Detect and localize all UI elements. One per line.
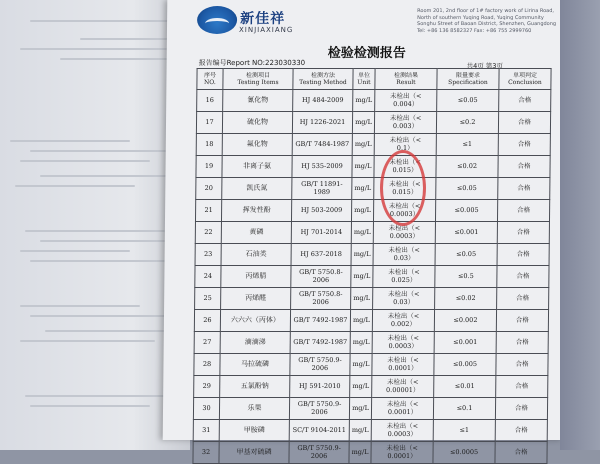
cell-conclusion: 合格 bbox=[496, 310, 548, 332]
header-conclusion: 单项判定 Conclusion bbox=[499, 69, 551, 90]
cell-unit: mg/L bbox=[349, 398, 371, 420]
cell-spec: ≤0.02 bbox=[436, 156, 498, 178]
cell-no: 19 bbox=[196, 156, 222, 178]
cell-no: 26 bbox=[194, 310, 220, 332]
back-page-text-line bbox=[30, 150, 170, 152]
cell-result: 未检出（< 0.0003） bbox=[372, 332, 434, 354]
cell-method: GB/T 7492-1987 bbox=[290, 310, 350, 332]
cell-unit: mg/L bbox=[352, 156, 374, 178]
page-info: 共4页 第3页 bbox=[466, 62, 503, 70]
cell-conclusion: 合格 bbox=[498, 156, 550, 178]
back-page-text-line bbox=[15, 185, 135, 187]
cell-conclusion: 合格 bbox=[497, 266, 549, 288]
cell-item: 氟化物 bbox=[222, 134, 292, 156]
cell-result: 未检出（< 0.03） bbox=[373, 244, 435, 266]
cell-item: 五氯酚钠 bbox=[220, 376, 290, 398]
cell-result: 未检出（< 0.0001） bbox=[371, 442, 433, 464]
cell-method: GB/T 5750.9- 2006 bbox=[290, 354, 350, 376]
table-row bbox=[196, 156, 550, 178]
cell-no: 20 bbox=[196, 178, 222, 200]
cell-method: HJ 503-2009 bbox=[291, 200, 351, 222]
table-row bbox=[195, 244, 549, 266]
cell-spec: ≤0.005 bbox=[435, 200, 497, 222]
cell-result: 未检出（< 0.015） bbox=[374, 178, 436, 200]
cell-no: 16 bbox=[197, 90, 223, 112]
back-page-text-line bbox=[30, 20, 170, 22]
cell-result: 未检出（< 0.0003） bbox=[373, 222, 435, 244]
cell-spec: ≤0.5 bbox=[435, 266, 497, 288]
back-page-text-line bbox=[30, 260, 175, 262]
cell-spec: ≤0.2 bbox=[436, 112, 498, 134]
cell-spec: ≤0.05 bbox=[435, 244, 497, 266]
cell-item: 滴滴涕 bbox=[220, 332, 290, 354]
cell-unit: mg/L bbox=[352, 134, 374, 156]
cell-spec: ≤0.005 bbox=[434, 354, 496, 376]
cell-item: 六六六（丙体） bbox=[220, 310, 290, 332]
cell-item: 凯氏氮 bbox=[222, 178, 292, 200]
cell-method: GB/T 5750.8- 2006 bbox=[291, 288, 351, 310]
cell-no: 24 bbox=[195, 266, 221, 288]
back-page-text-line bbox=[30, 315, 170, 317]
back-page-text-line bbox=[45, 330, 170, 332]
company-logo-icon bbox=[197, 6, 237, 34]
cell-result: 未检出（< 0.0001） bbox=[371, 398, 433, 420]
header-testing-items: 检测项目 Testing Items bbox=[223, 69, 293, 90]
cell-result: 未检出（< 0.025） bbox=[373, 266, 435, 288]
cell-result: 未检出（< 0.00001） bbox=[372, 376, 434, 398]
back-page-text-line bbox=[20, 340, 155, 342]
table-row bbox=[194, 332, 548, 354]
header-testing-method: 检测方法 Testing Method bbox=[293, 69, 353, 90]
cell-unit: mg/L bbox=[350, 310, 372, 332]
cell-no: 30 bbox=[193, 398, 219, 420]
back-page-text-line bbox=[20, 48, 170, 50]
cell-no: 28 bbox=[194, 354, 220, 376]
cell-method: GB/T 11891- 1989 bbox=[292, 178, 352, 200]
table-row bbox=[195, 266, 549, 288]
cell-conclusion: 合格 bbox=[496, 376, 548, 398]
cell-item: 黄磷 bbox=[221, 222, 291, 244]
cell-method: GB/T 5750.9- 2006 bbox=[289, 398, 349, 420]
table-row bbox=[195, 222, 549, 244]
cell-item: 丙烯腈 bbox=[221, 266, 291, 288]
cell-unit: mg/L bbox=[349, 420, 371, 442]
table-header-row bbox=[197, 69, 551, 90]
header-result: 检测结果 Result bbox=[375, 69, 437, 90]
cell-conclusion: 合格 bbox=[498, 178, 550, 200]
cell-result: 未检出（< 0.0003） bbox=[371, 420, 433, 442]
cell-unit: mg/L bbox=[350, 376, 372, 398]
cell-unit: mg/L bbox=[353, 90, 375, 112]
cell-result: 未检出（< 0.0003） bbox=[373, 200, 435, 222]
back-page-text-line bbox=[20, 250, 130, 252]
results-table bbox=[192, 68, 551, 464]
table-row bbox=[193, 442, 547, 464]
cell-conclusion: 合格 bbox=[497, 200, 549, 222]
cell-unit: mg/L bbox=[351, 200, 373, 222]
table-row bbox=[194, 376, 548, 398]
header-unit: 单位 Unit bbox=[353, 69, 375, 90]
brand-name-en: XINJIAXIANG bbox=[238, 26, 294, 34]
cell-unit: mg/L bbox=[352, 112, 374, 134]
header-no: 序号 NO. bbox=[197, 69, 223, 90]
cell-method: SC/T 9104-2011 bbox=[289, 420, 349, 442]
cell-result: 未检出（< 0.0001） bbox=[372, 354, 434, 376]
report-page bbox=[163, 0, 568, 460]
table-row bbox=[195, 200, 549, 222]
table-row bbox=[194, 310, 548, 332]
cell-conclusion: 合格 bbox=[497, 244, 549, 266]
cell-unit: mg/L bbox=[350, 354, 372, 376]
cell-result: 未检出（< 0.004） bbox=[375, 90, 437, 112]
cell-no: 21 bbox=[195, 200, 221, 222]
cell-spec: ≤0.01 bbox=[434, 376, 496, 398]
cell-conclusion: 合格 bbox=[497, 222, 549, 244]
cell-item: 乐果 bbox=[219, 398, 289, 420]
cell-no: 17 bbox=[196, 112, 222, 134]
table-body bbox=[193, 90, 551, 464]
cell-method: GB/T 5750.9- 2006 bbox=[289, 442, 349, 464]
cell-no: 31 bbox=[193, 420, 219, 442]
table-row bbox=[193, 420, 547, 442]
cell-item: 马拉硫磷 bbox=[220, 354, 290, 376]
cell-conclusion: 合格 bbox=[497, 288, 549, 310]
cell-spec: ≤0.001 bbox=[434, 332, 496, 354]
cell-result: 未检出（< 0.003） bbox=[374, 112, 436, 134]
cell-item: 挥发性酚 bbox=[221, 200, 291, 222]
table-row bbox=[194, 354, 548, 376]
cell-item: 硫化物 bbox=[222, 112, 292, 134]
report-title: 检验检测报告 bbox=[327, 46, 406, 61]
cell-no: 18 bbox=[196, 134, 222, 156]
table-row bbox=[196, 178, 550, 200]
cell-item: 甲基对硫磷 bbox=[219, 442, 289, 464]
previous-page-underlay bbox=[0, 0, 190, 450]
cell-spec: ≤0.002 bbox=[434, 310, 496, 332]
header-specification: 限量要求 Specification bbox=[437, 69, 499, 90]
table-row bbox=[196, 112, 550, 134]
cell-no: 29 bbox=[194, 376, 220, 398]
table-row bbox=[197, 90, 551, 112]
address-line: North of southern Yuqing Road, Yuqing Community bbox=[417, 14, 544, 21]
cell-item: 非离子氨 bbox=[222, 156, 292, 178]
cell-conclusion: 合格 bbox=[495, 398, 547, 420]
cell-result: 未检出（< 0.015） bbox=[374, 156, 436, 178]
table-row bbox=[195, 288, 549, 310]
cell-spec: ≤0.001 bbox=[435, 222, 497, 244]
cell-unit: mg/L bbox=[351, 222, 373, 244]
cell-method: HJ 591-2010 bbox=[290, 376, 350, 398]
cell-item: 丙烯醛 bbox=[221, 288, 291, 310]
address-line: Songhu Street of Baoan District, Shenzhen, Guangdong bbox=[417, 21, 557, 27]
cell-conclusion: 合格 bbox=[499, 90, 551, 112]
cell-unit: mg/L bbox=[350, 332, 372, 354]
report-number: 报告编号Report NO:223030330 bbox=[198, 59, 306, 67]
cell-item: 石油类 bbox=[221, 244, 291, 266]
cell-conclusion: 合格 bbox=[495, 420, 547, 442]
cell-method: GB/T 5750.8- 2006 bbox=[291, 266, 351, 288]
cell-unit: mg/L bbox=[351, 288, 373, 310]
cell-unit: mg/L bbox=[352, 178, 374, 200]
back-page-text-line bbox=[40, 240, 170, 242]
background-edge bbox=[560, 0, 600, 450]
company-address bbox=[417, 8, 557, 34]
cell-spec: ≤0.02 bbox=[435, 288, 497, 310]
table-row bbox=[193, 398, 547, 420]
address-line: Tel: +86 136 8582327 Fax: +86 755 2999760 bbox=[416, 27, 532, 34]
red-seal-stamp bbox=[380, 150, 426, 226]
cell-spec: ≤0.0005 bbox=[433, 442, 495, 464]
cell-no: 22 bbox=[195, 222, 221, 244]
cell-spec: ≤0.1 bbox=[433, 398, 495, 420]
cell-no: 27 bbox=[194, 332, 220, 354]
cell-conclusion: 合格 bbox=[495, 442, 547, 464]
cell-method: GB/T 7484-1987 bbox=[292, 134, 352, 156]
back-page-text-line bbox=[60, 58, 180, 60]
cell-spec: ≤1 bbox=[433, 420, 495, 442]
back-page-text-line bbox=[20, 160, 150, 162]
cell-method: HJ 637-2018 bbox=[291, 244, 351, 266]
cell-item: 甲胺磷 bbox=[219, 420, 289, 442]
back-page-text-line bbox=[25, 395, 165, 397]
cell-spec: ≤0.05 bbox=[436, 178, 498, 200]
cell-unit: mg/L bbox=[351, 266, 373, 288]
cell-method: HJ 701-2014 bbox=[291, 222, 351, 244]
cell-conclusion: 合格 bbox=[496, 354, 548, 376]
cell-no: 23 bbox=[195, 244, 221, 266]
cell-method: HJ 535-2009 bbox=[292, 156, 352, 178]
back-page-text-line bbox=[20, 305, 140, 307]
back-page-text-line bbox=[25, 230, 165, 232]
cell-no: 25 bbox=[195, 288, 221, 310]
cell-no: 32 bbox=[193, 442, 219, 464]
cell-conclusion: 合格 bbox=[498, 112, 550, 134]
cell-result: 未检出（< 0.03） bbox=[373, 288, 435, 310]
cell-unit: mg/L bbox=[349, 442, 371, 464]
cell-spec: ≤0.05 bbox=[437, 90, 499, 112]
back-page-text-line bbox=[30, 405, 150, 407]
back-page-text-line bbox=[10, 140, 130, 142]
table-row bbox=[196, 134, 550, 156]
cell-item: 氰化物 bbox=[223, 90, 293, 112]
cell-unit: mg/L bbox=[351, 244, 373, 266]
cell-method: GB/T 7492-1987 bbox=[290, 332, 350, 354]
cell-conclusion: 合格 bbox=[498, 134, 550, 156]
cell-conclusion: 合格 bbox=[496, 332, 548, 354]
cell-method: HJ 484-2009 bbox=[293, 90, 353, 112]
cell-method: HJ 1226-2021 bbox=[292, 112, 352, 134]
cell-result: 未检出（< 0.002） bbox=[372, 310, 434, 332]
address-line: Room 201, 2nd floor of 1# factory work of Lirina Road, bbox=[417, 8, 555, 14]
cell-result: 未检出（< 0.1） bbox=[374, 134, 436, 156]
brand-name-cn: 新佳祥 bbox=[240, 11, 286, 27]
cell-spec: ≤1 bbox=[436, 134, 498, 156]
